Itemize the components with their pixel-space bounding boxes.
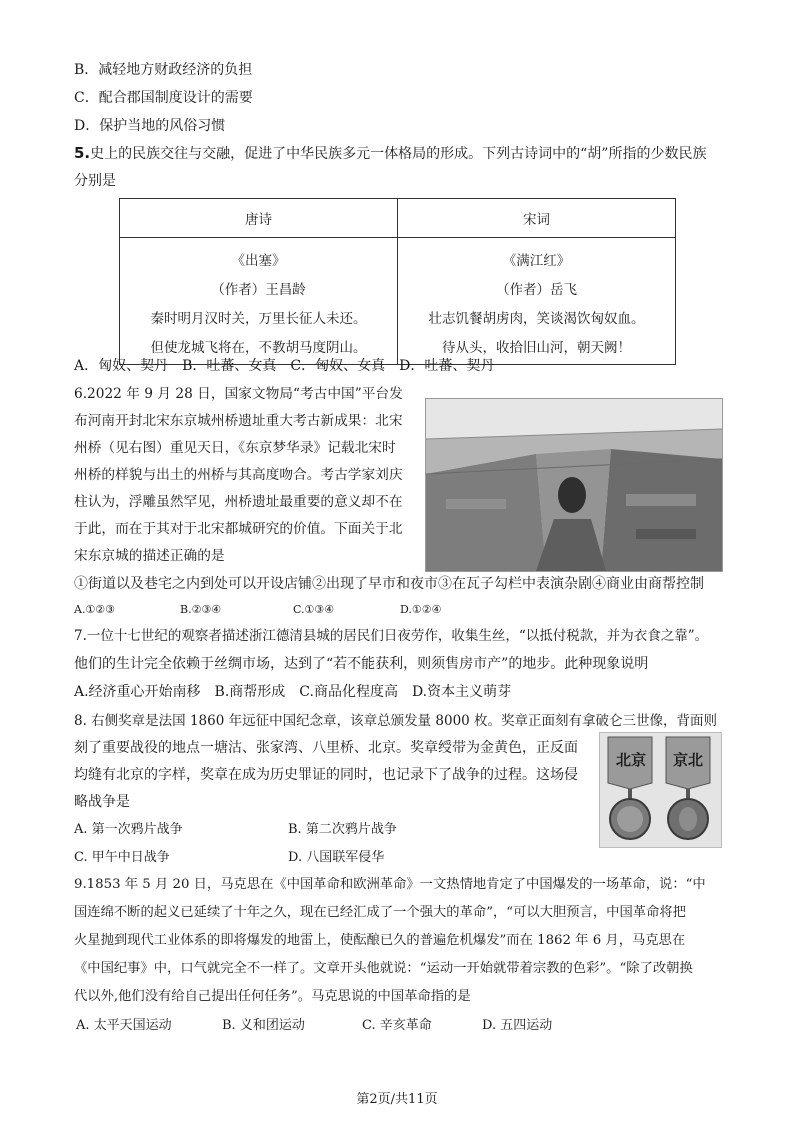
poem-cell-manjianghong [398,238,676,365]
q9-line: 火星抛到现代工业体系的即将爆发的地雷上，使酝酿已久的普遍危机爆发”而在 1862 年 6 月，马克思在 [74,933,686,948]
q8-option-b: B. 第二次鸦片战争 [288,822,397,837]
q5-number: 5. [74,144,91,162]
q9-line: 9.1853 年 5 月 20 日，马克思在《中国革命和欧洲革命》一文热情地肯定了中国爆发的一场革命，说：“中 [74,877,706,892]
poem-cell-chusai [120,238,398,365]
q5-poem-table [119,198,676,365]
q6-line: 布河南开封北宋东京城州桥遗址重大考古新成果：北宋 [74,413,403,429]
q7-line1: 7.一位十七世纪的观察者描述浙江德清县城的居民们日夜劳作，收集生丝，“以抵付税款，并为衣食之靠”。 [74,628,709,644]
excavation-illustration [426,399,722,571]
q5-stem-line1 [74,143,706,164]
q8-line: 刻了重要战役的地点一塘沽、张家湾、八里桥、北京。奖章绶带为金黄色，正反面 [74,740,578,756]
q6-line: 柱认为，浮雕虽然罕见，州桥遗址最重要的意义却不在 [74,494,403,510]
q8-line1: 8. 右侧奖章是法国 1860 年远征中国纪念章，该章总颁发量 8000 枚。奖章正面刻有拿破仑三世像，背面则 [74,713,718,729]
poem-line: 《满江红》 [502,253,571,269]
q9-line: 国连绵不断的起义已延续了十年之久，现在已经汇成了一个强大的革命”，“可以大胆预言，中国革命将把 [74,905,686,920]
poem-table-header-row [120,199,676,238]
q8-option-c: C. 甲午中日战争 [74,850,170,865]
q8-option-a: A. 第一次鸦片战争 [74,822,183,837]
poem-line: （作者）岳飞 [496,282,577,298]
q9-option-b: B. 义和团运动 [222,1018,305,1033]
q6-statements: ①街道以及巷宅之内到处可以开设店铺②出现了早市和夜市③在瓦子勾栏中表演杂剧④商业由商帮控制 [74,576,704,592]
q9-option-a: A. 太平天国运动 [76,1018,172,1033]
q6-option-a: A.①②③ [74,603,116,616]
q8-line: 略战争是 [74,794,130,810]
poem-table-body-row [120,238,676,365]
q6-option-d: D.①②④ [400,603,442,616]
q6-line: 6.2022 年 9 月 28 日，国家文物局“考古中国”平台发 [74,386,403,402]
page-number-footer: 第2页/共11页 [356,1092,438,1107]
q9-option-d: D. 五四运动 [482,1018,553,1033]
ribbon-text-left: 北京 [615,751,646,769]
q6-line: 州桥（见右图）重见天日，《东京梦华录》记载北宋时 [74,440,396,456]
prev-option-d: D．保护当地的风俗习惯 [74,118,226,134]
poem-table-header-tang: 唐诗 [120,199,398,238]
prev-option-b: B．减轻地方财政经济的负担 [74,62,253,78]
q7-options: A.经济重心开始南移 B.商帮形成 C.商品化程度高 D.资本主义萌芽 [74,684,512,700]
medal-photo [599,732,722,848]
poem-line: 秦时明月汉时关，万里长征人未还。 [150,311,367,327]
poem-line: 壮志饥餐胡虏肉，笑谈渴饮匈奴血。 [428,311,645,327]
prev-option-c: C．配合郡国制度设计的需要 [74,90,253,106]
q9-option-c: C. 辛亥革命 [362,1018,432,1033]
poem-line: 待从头，收拾旧山河，朝天阙！ [442,340,631,356]
q6-option-c: C.①③④ [293,603,335,616]
q9-line: 代以外,他们没有给自己提出任何任务”。马克思说的中国革命指的是 [74,989,471,1004]
q6-line: 于此，而在于其对于北宋都城研究的价值。下面关于北 [74,521,403,537]
q5-options: A．匈奴、契丹 B．吐蕃、女真 C．匈奴、女真 D．吐蕃、契丹 [74,358,495,374]
ribbon-text-right: 京北 [672,751,703,769]
q5-stem-text: 史上的民族交往与交融，促进了中华民族多元一体格局的形成。下列古诗词中的“胡”所指的少数民族 [90,146,707,162]
poem-line: 但使龙城飞将在，不教胡马度阴山。 [150,340,367,356]
poem-table-header-song: 宋词 [398,199,676,238]
poem-line: （作者）王昌龄 [211,282,306,298]
q8-line: 均缝有北京的字样，奖章在成为历史罪证的同时，也记录下了战争的过程。这场侵 [74,767,578,783]
q6-line: 州桥的样貌与出土的州桥与其高度吻合。考古学家刘庆 [74,467,403,483]
q5-stem-line2: 分别是 [74,173,116,189]
q6-line: 宋东京城的描述正确的是 [74,548,225,564]
q8-option-d: D. 八国联军侵华 [288,850,385,865]
poem-line: 《出塞》 [231,253,286,269]
q9-line: 《中国纪事》中，口气就完全不一样了。文章开头他就说：“运动一开始就带着宗教的色彩”。“除了改朝换 [74,961,693,976]
q6-option-b: B.②③④ [180,603,222,616]
q7-line2: 他们的生计完全依赖于丝绸市场，达到了“若不能获利，则须售房市产”的地步。此种现象说明 [74,656,649,672]
zhouqiao-excavation-photo [425,398,723,572]
